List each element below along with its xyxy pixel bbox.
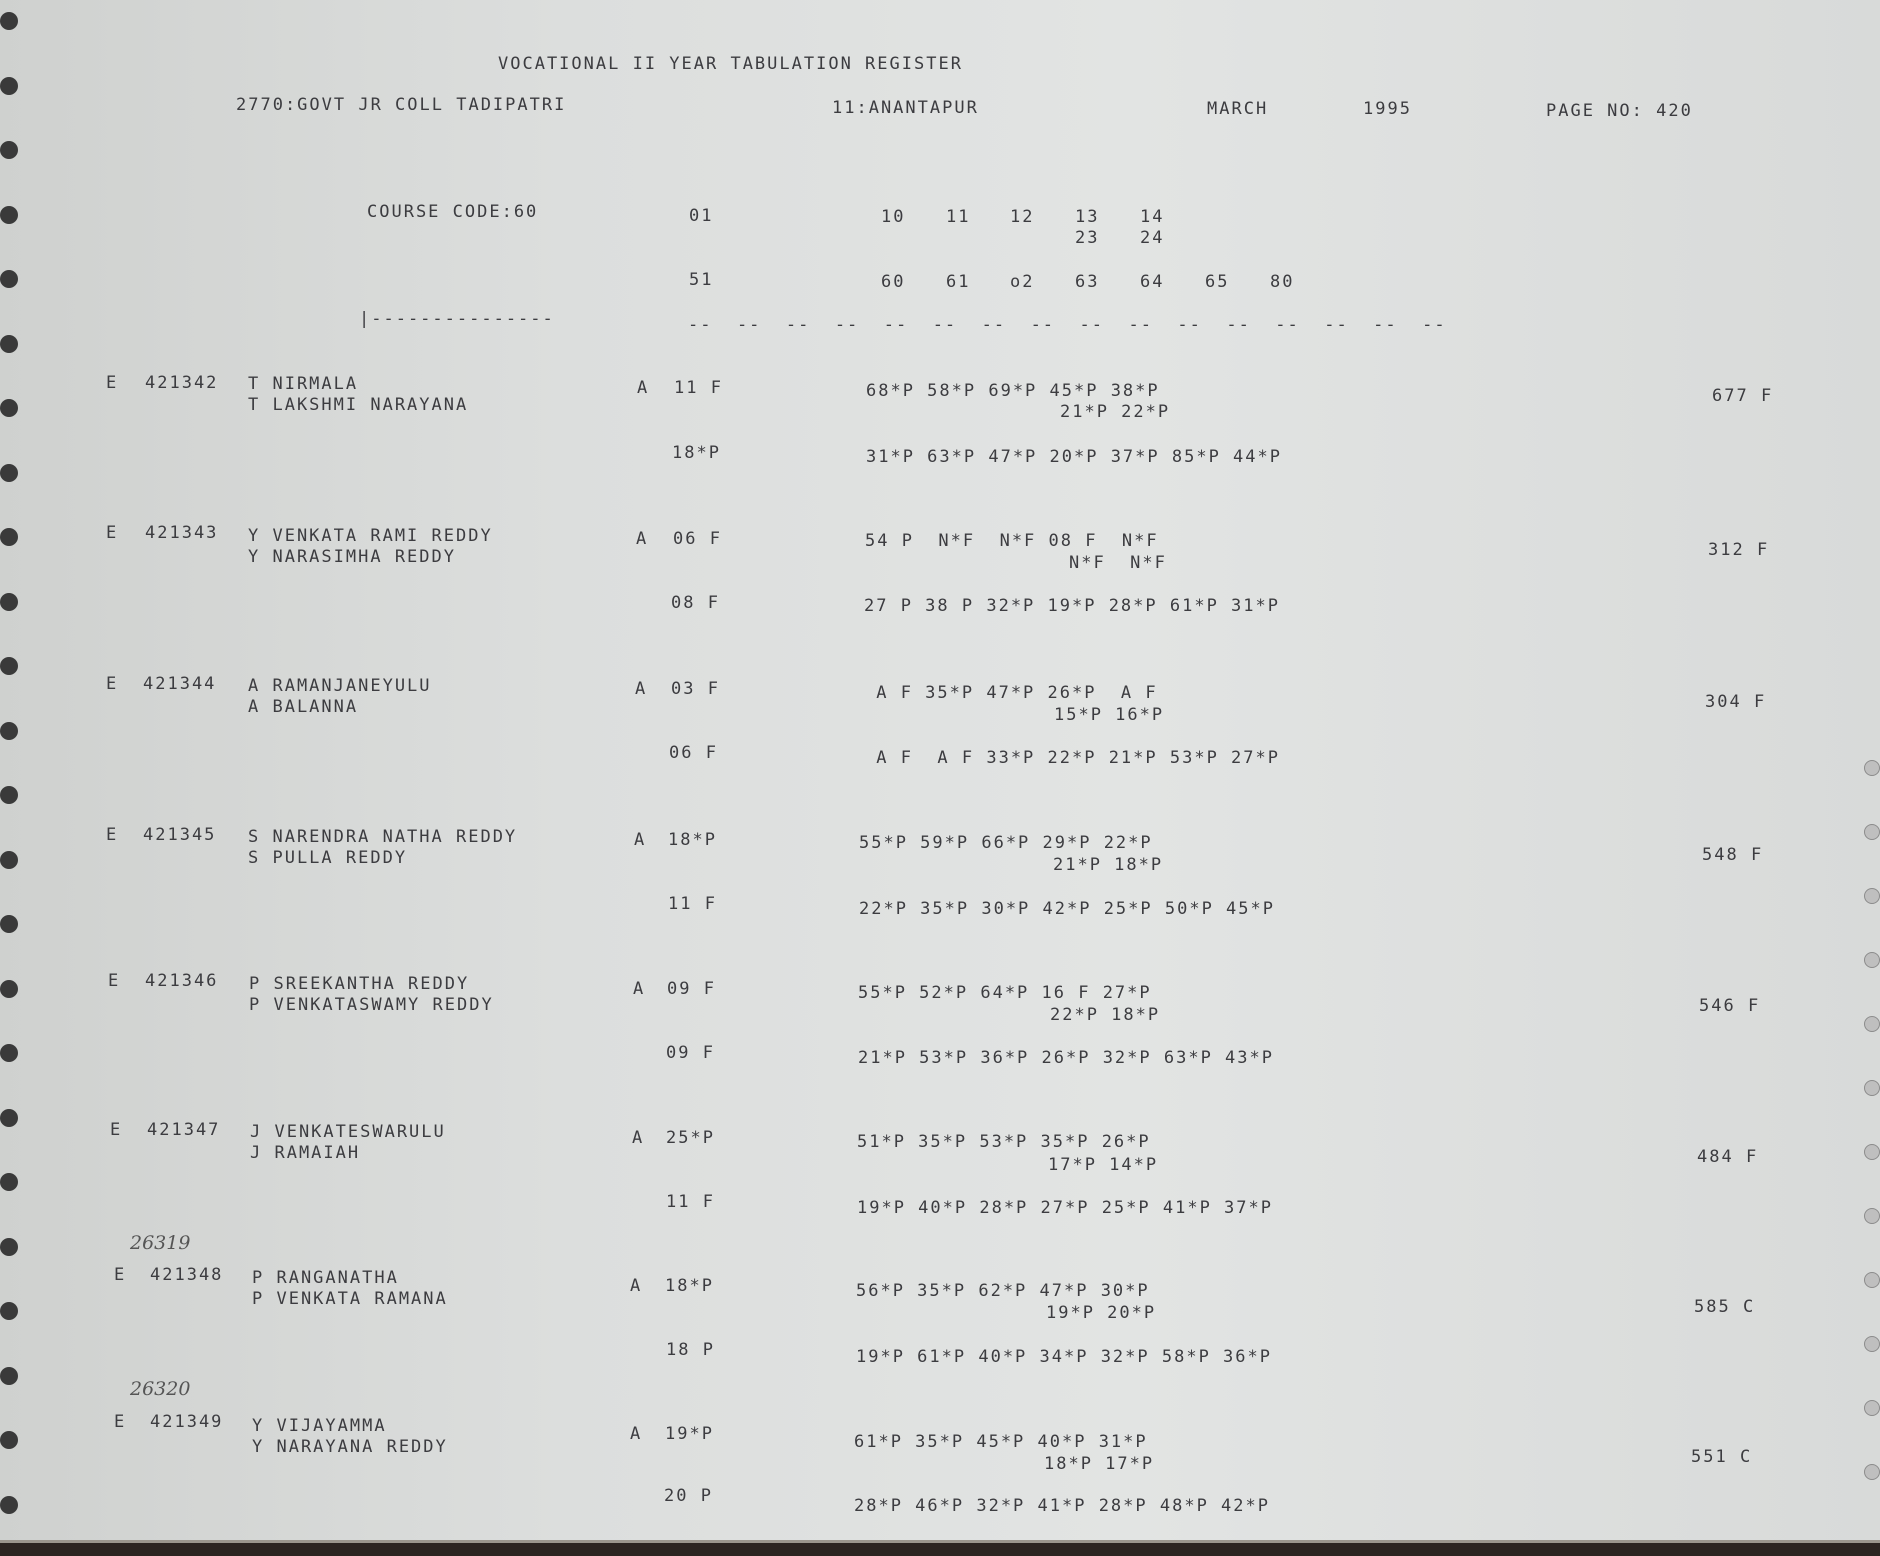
subject-marks-extra: 19*P 20*P bbox=[1046, 1303, 1157, 1323]
binder-hole bbox=[0, 722, 18, 740]
category: A bbox=[632, 1128, 645, 1148]
record-prefix: E bbox=[106, 523, 119, 543]
roll-number: 421344 bbox=[143, 674, 217, 694]
category: A bbox=[637, 378, 650, 398]
roll-number: 421346 bbox=[145, 971, 219, 991]
tractor-hole bbox=[1864, 1144, 1880, 1160]
roll-number: 421349 bbox=[150, 1412, 224, 1432]
father-name: J RAMAIAH bbox=[250, 1143, 361, 1163]
roll-number: 421345 bbox=[143, 825, 217, 845]
subject-code: 11 bbox=[946, 207, 971, 227]
subject-marks-2: 21*P 53*P 36*P 26*P 32*P 63*P 43*P bbox=[858, 1048, 1274, 1068]
binder-hole bbox=[0, 335, 18, 353]
tractor-hole bbox=[1864, 888, 1880, 904]
subject-marks: A F 35*P 47*P 26*P A F bbox=[864, 683, 1158, 703]
student-name: Y VIJAYAMMA bbox=[252, 1416, 387, 1436]
subject-marks: 61*P 35*P 45*P 40*P 31*P bbox=[854, 1432, 1148, 1452]
student-name: A RAMANJANEYULU bbox=[248, 676, 432, 696]
binder-hole bbox=[0, 12, 18, 30]
roll-number: 421342 bbox=[145, 373, 219, 393]
tractor-feed-holes bbox=[1860, 0, 1880, 1556]
part2-mark: 09 F bbox=[666, 1043, 715, 1063]
subject-marks: 51*P 35*P 53*P 35*P 26*P bbox=[857, 1132, 1151, 1152]
binder-hole bbox=[0, 1109, 18, 1127]
subject-marks: 55*P 52*P 64*P 16 F 27*P bbox=[858, 983, 1152, 1003]
subject-marks-extra: 22*P 18*P bbox=[1050, 1005, 1161, 1025]
subject-marks-extra: N*F N*F bbox=[1069, 553, 1167, 573]
binder-hole bbox=[0, 915, 18, 933]
binder-hole bbox=[0, 1367, 18, 1385]
tractor-hole bbox=[1864, 824, 1880, 840]
part1-mark: 03 F bbox=[671, 679, 720, 699]
father-name: P VENKATASWAMY REDDY bbox=[249, 995, 494, 1015]
subject-marks-2: A F A F 33*P 22*P 21*P 53*P 27*P bbox=[864, 748, 1280, 768]
subject-marks-2: 19*P 40*P 28*P 27*P 25*P 41*P 37*P bbox=[857, 1198, 1273, 1218]
tractor-hole bbox=[1864, 1464, 1880, 1480]
tractor-hole bbox=[1864, 1336, 1880, 1352]
subject-code: 23 bbox=[1075, 228, 1100, 248]
part2-mark: 11 F bbox=[668, 894, 717, 914]
exam-month: MARCH bbox=[1207, 99, 1269, 119]
category: A bbox=[630, 1424, 643, 1444]
tractor-hole bbox=[1864, 1400, 1880, 1416]
subject-marks: 56*P 35*P 62*P 47*P 30*P bbox=[856, 1281, 1150, 1301]
part2-mark: 06 F bbox=[669, 743, 718, 763]
subject-marks-extra: 17*P 14*P bbox=[1048, 1155, 1159, 1175]
tractor-hole bbox=[1864, 952, 1880, 968]
father-name: T LAKSHMI NARAYANA bbox=[248, 395, 469, 415]
part1-mark: 09 F bbox=[667, 979, 716, 999]
category: A bbox=[630, 1276, 643, 1296]
tractor-hole bbox=[1864, 1016, 1880, 1032]
part1-mark: 18*P bbox=[665, 1276, 714, 1296]
binder-hole bbox=[0, 399, 18, 417]
record-prefix: E bbox=[106, 825, 119, 845]
father-name: Y NARASIMHA REDDY bbox=[248, 547, 456, 567]
binder-hole bbox=[0, 657, 18, 675]
separator-line: |--------------- bbox=[359, 309, 555, 329]
part2-mark: 18*P bbox=[672, 443, 721, 463]
student-name: J VENKATESWARULU bbox=[250, 1122, 446, 1142]
roll-number: 421348 bbox=[150, 1265, 224, 1285]
tractor-hole bbox=[1864, 1080, 1880, 1096]
father-name: P VENKATA RAMANA bbox=[252, 1289, 448, 1309]
binder-hole bbox=[0, 270, 18, 288]
total-result: 585 C bbox=[1694, 1297, 1756, 1317]
subject-marks-extra: 15*P 16*P bbox=[1054, 705, 1165, 725]
subject-code: 80 bbox=[1270, 272, 1295, 292]
father-name: A BALANNA bbox=[248, 697, 359, 717]
total-result: 546 F bbox=[1699, 996, 1761, 1016]
student-name: P SREEKANTHA REDDY bbox=[249, 974, 470, 994]
student-name: T NIRMALA bbox=[248, 374, 359, 394]
binder-hole bbox=[0, 77, 18, 95]
subject-marks-extra: 18*P 17*P bbox=[1044, 1454, 1155, 1474]
binder-hole bbox=[0, 786, 18, 804]
record-prefix: E bbox=[106, 373, 119, 393]
roll-number: 421343 bbox=[145, 523, 219, 543]
category: A bbox=[635, 679, 648, 699]
father-name: S PULLA REDDY bbox=[248, 848, 408, 868]
record-prefix: E bbox=[114, 1265, 127, 1285]
part1-mark: 06 F bbox=[673, 529, 722, 549]
record-prefix: E bbox=[108, 971, 121, 991]
binder-hole bbox=[0, 206, 18, 224]
college-name: 2770:GOVT JR COLL TADIPATRI bbox=[236, 95, 567, 115]
binder-hole bbox=[0, 980, 18, 998]
subject-marks-extra: 21*P 22*P bbox=[1060, 402, 1171, 422]
subject-code: 01 bbox=[689, 206, 714, 226]
subject-code: 12 bbox=[1010, 207, 1035, 227]
binder-hole bbox=[0, 1044, 18, 1062]
binder-hole bbox=[0, 1496, 18, 1514]
total-result: 551 C bbox=[1691, 1447, 1753, 1467]
subject-marks: 68*P 58*P 69*P 45*P 38*P bbox=[866, 381, 1160, 401]
subject-code: o2 bbox=[1010, 272, 1035, 292]
part2-mark: 20 P bbox=[664, 1486, 713, 1506]
record-prefix: E bbox=[110, 1120, 123, 1140]
subject-marks-2: 31*P 63*P 47*P 20*P 37*P 85*P 44*P bbox=[866, 447, 1282, 467]
subject-marks-2: 28*P 46*P 32*P 41*P 28*P 48*P 42*P bbox=[854, 1496, 1270, 1516]
student-name: Y VENKATA RAMI REDDY bbox=[248, 526, 493, 546]
total-result: 304 F bbox=[1705, 692, 1767, 712]
binder-hole bbox=[0, 464, 18, 482]
binder-holes bbox=[0, 0, 30, 1556]
subject-code: 64 bbox=[1140, 272, 1165, 292]
exam-year: 1995 bbox=[1363, 99, 1412, 119]
category: A bbox=[634, 830, 647, 850]
binder-hole bbox=[0, 1302, 18, 1320]
binder-hole bbox=[0, 1431, 18, 1449]
roll-number: 421347 bbox=[147, 1120, 221, 1140]
part1-mark: 18*P bbox=[668, 830, 717, 850]
subject-code: 24 bbox=[1140, 228, 1165, 248]
father-name: Y NARAYANA REDDY bbox=[252, 1437, 448, 1457]
subject-code: 60 bbox=[881, 272, 906, 292]
page-number: PAGE NO: 420 bbox=[1546, 101, 1693, 121]
subject-marks-2: 19*P 61*P 40*P 34*P 32*P 58*P 36*P bbox=[856, 1347, 1272, 1367]
total-result: 548 F bbox=[1702, 845, 1764, 865]
subject-code: 65 bbox=[1205, 272, 1230, 292]
subject-marks: 55*P 59*P 66*P 29*P 22*P bbox=[859, 833, 1153, 853]
part1-mark: 11 F bbox=[674, 378, 723, 398]
record-prefix: E bbox=[114, 1412, 127, 1432]
student-name: S NARENDRA NATHA REDDY bbox=[248, 827, 518, 847]
total-result: 484 F bbox=[1697, 1147, 1759, 1167]
tractor-hole bbox=[1864, 1272, 1880, 1288]
category: A bbox=[636, 529, 649, 549]
subject-marks-extra: 21*P 18*P bbox=[1053, 855, 1164, 875]
subject-code: 61 bbox=[946, 272, 971, 292]
part1-mark: 25*P bbox=[666, 1128, 715, 1148]
subject-code: 51 bbox=[689, 270, 714, 290]
binder-hole bbox=[0, 141, 18, 159]
handwritten-note: 26319 bbox=[130, 1232, 191, 1254]
part1-mark: 19*P bbox=[665, 1424, 714, 1444]
tractor-hole bbox=[1864, 760, 1880, 776]
tractor-hole bbox=[1864, 1208, 1880, 1224]
total-result: 312 F bbox=[1708, 540, 1770, 560]
binder-hole bbox=[0, 1173, 18, 1191]
part2-mark: 18 P bbox=[666, 1340, 715, 1360]
subject-code: 14 bbox=[1140, 207, 1165, 227]
part2-mark: 08 F bbox=[671, 593, 720, 613]
binder-hole bbox=[0, 1238, 18, 1256]
total-result: 677 F bbox=[1712, 386, 1774, 406]
subject-code: 13 bbox=[1075, 207, 1100, 227]
separator-dashes: -- -- -- -- -- -- -- -- -- -- -- -- -- -- -- -- bbox=[688, 315, 1447, 335]
course-code: COURSE CODE:60 bbox=[367, 202, 539, 222]
binder-hole bbox=[0, 593, 18, 611]
handwritten-note: 26320 bbox=[130, 1378, 191, 1400]
subject-code: 63 bbox=[1075, 272, 1100, 292]
subject-code: 10 bbox=[881, 207, 906, 227]
register-title: VOCATIONAL II YEAR TABULATION REGISTER bbox=[498, 54, 963, 74]
subject-marks-2: 27 P 38 P 32*P 19*P 28*P 61*P 31*P bbox=[864, 596, 1280, 616]
category: A bbox=[633, 979, 646, 999]
district-name: 11:ANANTAPUR bbox=[832, 98, 979, 118]
part2-mark: 11 F bbox=[666, 1192, 715, 1212]
binder-hole bbox=[0, 851, 18, 869]
subject-marks: 54 P N*F N*F 08 F N*F bbox=[865, 531, 1159, 551]
binder-hole bbox=[0, 528, 18, 546]
subject-marks-2: 22*P 35*P 30*P 42*P 25*P 50*P 45*P bbox=[859, 899, 1275, 919]
record-prefix: E bbox=[106, 674, 119, 694]
student-name: P RANGANATHA bbox=[252, 1268, 399, 1288]
